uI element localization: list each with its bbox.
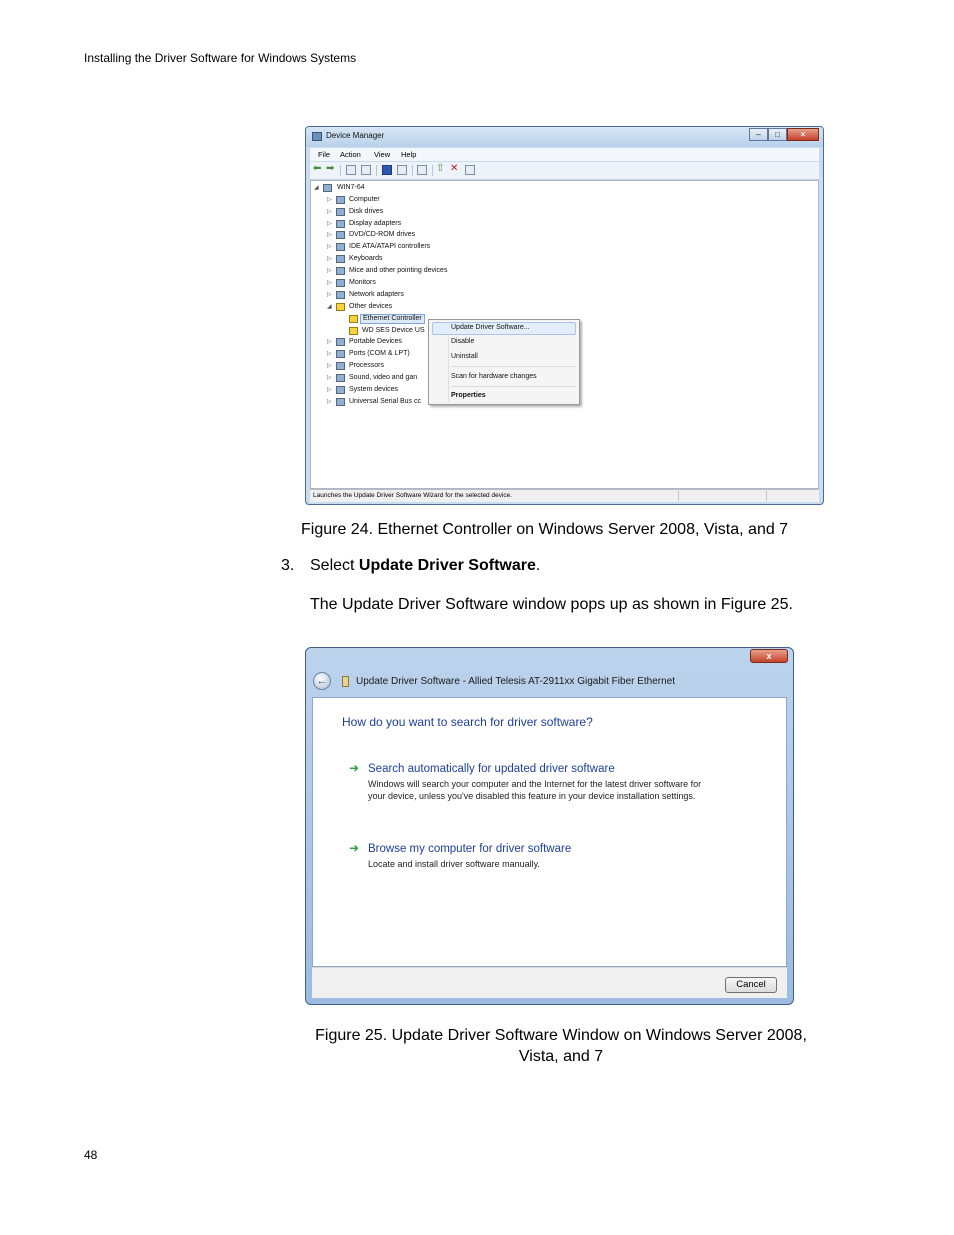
tree-item[interactable]: Network adapters: [349, 291, 404, 298]
step-bold-label: Update Driver Software: [358, 557, 536, 574]
search-automatically-description: Windows will search your computer and the Internet for the latest driver software for your device, unless you've disabled this feature in your device installation settings.: [368, 779, 702, 801]
context-scan-hardware[interactable]: Scan for hardware changes: [451, 373, 537, 380]
context-menu: [428, 319, 580, 405]
tree-item[interactable]: Keyboards: [349, 255, 383, 262]
toolbar-separator: [376, 165, 377, 176]
expand-arrow-icon[interactable]: ▷: [327, 209, 332, 215]
running-header: Installing the Driver Software for Windows Systems: [84, 51, 357, 65]
warning-device-icon: [349, 315, 358, 323]
ide-controller-icon: [336, 243, 345, 251]
status-divider: [678, 491, 679, 501]
step-suffix: .: [535, 557, 541, 574]
menu-action[interactable]: Action: [340, 150, 361, 159]
back-arrow-icon[interactable]: ⬅: [313, 163, 322, 174]
minimize-button[interactable]: –: [749, 128, 768, 141]
toolbar-separator: [432, 165, 433, 176]
tree-item[interactable]: Display adapters: [349, 220, 402, 227]
dvd-drive-icon: [336, 231, 345, 239]
expand-arrow-icon[interactable]: ▷: [327, 268, 332, 274]
portable-device-icon: [336, 338, 345, 346]
disk-drive-icon: [336, 208, 345, 216]
expand-arrow-icon[interactable]: ▷: [327, 244, 332, 250]
green-arrow-icon: ➜: [349, 761, 360, 775]
maximize-button[interactable]: □: [768, 128, 787, 141]
device-manager-window: [305, 126, 824, 505]
toolbar-separator: [412, 165, 413, 176]
green-arrow-icon: ➜: [349, 841, 360, 855]
figure25-caption-line2: Vista, and 7: [518, 1048, 604, 1065]
body-paragraph: The Update Driver Software window pops up as shown in Figure 25.: [310, 596, 793, 613]
step-text: [310, 557, 540, 575]
processor-icon: [336, 362, 345, 370]
search-automatically-option[interactable]: Search automatically for updated driver software: [368, 763, 615, 775]
expand-arrow-icon[interactable]: ▷: [327, 375, 332, 381]
status-divider: [766, 491, 767, 501]
mouse-icon: [336, 267, 345, 275]
properties-pane-icon[interactable]: [346, 165, 356, 175]
sound-icon: [336, 374, 345, 382]
other-devices-icon: [336, 303, 345, 311]
step-number: 3.: [281, 557, 295, 574]
tree-item[interactable]: DVD/CD-ROM drives: [349, 231, 416, 238]
tree-item[interactable]: Sound, video and gan: [349, 374, 418, 381]
expand-arrow-icon[interactable]: ▷: [327, 256, 332, 262]
wizard-content: [312, 697, 787, 967]
tree-item[interactable]: Computer: [349, 196, 380, 203]
tree-item[interactable]: Monitors: [349, 279, 376, 286]
tree-item[interactable]: Mice and other pointing devices: [349, 267, 448, 274]
expand-arrow-icon[interactable]: ▷: [327, 339, 332, 345]
tree-item[interactable]: Universal Serial Bus cc: [349, 398, 421, 405]
context-disable[interactable]: Disable: [451, 338, 475, 345]
network-adapter-icon: [336, 291, 345, 299]
cancel-button[interactable]: Cancel: [725, 977, 777, 993]
display-adapter-icon: [336, 220, 345, 228]
expand-arrow-icon[interactable]: ▷: [327, 232, 332, 238]
device-manager-icon: [312, 132, 322, 141]
system-device-icon: [336, 386, 345, 394]
menu-file[interactable]: File: [318, 150, 331, 159]
tree-item[interactable]: System devices: [349, 386, 399, 393]
collapse-arrow-icon[interactable]: ◢: [314, 185, 319, 191]
tree-item[interactable]: Processors: [349, 362, 385, 369]
tree-item[interactable]: Ports (COM & LPT): [349, 350, 410, 357]
wizard-question: How do you want to search for driver software?: [342, 715, 593, 729]
close-button[interactable]: ×: [787, 128, 819, 141]
tree-item[interactable]: WD SES Device US: [362, 327, 425, 334]
keyboard-icon: [336, 255, 345, 263]
update-driver-window: [305, 647, 794, 1005]
wizard-footer: [312, 967, 787, 998]
scan-hardware-icon[interactable]: [417, 165, 427, 175]
window-controls: [749, 128, 819, 141]
context-properties[interactable]: Properties: [451, 392, 486, 399]
menu-view[interactable]: View: [374, 150, 391, 159]
expand-arrow-icon[interactable]: ▷: [327, 292, 332, 298]
context-separator: [451, 386, 576, 387]
tree-item-selected[interactable]: Ethernet Controller: [360, 314, 425, 324]
uninstall-icon[interactable]: ✕: [450, 163, 459, 174]
page-number: 48: [84, 1148, 98, 1162]
menu-bar: [310, 148, 819, 161]
device-manager-titlebar: [306, 127, 823, 147]
warning-device-icon: [349, 327, 358, 335]
back-arrow-icon[interactable]: ←: [313, 672, 331, 690]
expand-arrow-icon[interactable]: ▷: [327, 351, 332, 357]
browse-computer-option[interactable]: Browse my computer for driver software: [368, 843, 572, 855]
expand-arrow-icon[interactable]: ▷: [327, 387, 332, 393]
toolbar: [310, 162, 819, 180]
context-uninstall[interactable]: Uninstall: [451, 353, 478, 360]
toolbar-separator: [340, 165, 341, 176]
driver-icon: [342, 676, 349, 687]
tree-item[interactable]: Portable Devices: [349, 338, 402, 345]
tree-item[interactable]: Disk drives: [349, 208, 384, 215]
menu-help[interactable]: Help: [401, 150, 417, 159]
port-icon: [336, 350, 345, 358]
tree-item[interactable]: Other devices: [349, 303, 393, 310]
close-button[interactable]: x: [750, 649, 788, 663]
expand-arrow-icon[interactable]: ▷: [327, 221, 332, 227]
view-icon[interactable]: [397, 165, 407, 175]
tree-item[interactable]: WIN7-64: [337, 184, 365, 191]
computer-icon: [336, 196, 345, 204]
context-update-driver[interactable]: Update Driver Software...: [451, 324, 530, 331]
show-hide-tree-icon[interactable]: [361, 165, 371, 175]
forward-arrow-icon[interactable]: ➡: [326, 163, 335, 174]
figure24-caption: Figure 24. Ethernet Controller on Windows Server 2008, Vista, and 7: [301, 521, 789, 538]
browse-computer-description: Locate and install driver software manually.: [368, 859, 540, 869]
update-driver-icon[interactable]: ⇧: [436, 163, 445, 174]
update-driver-title: Update Driver Software - Allied Telesis AT-2911xx Gigabit Fiber Ethernet: [356, 676, 676, 687]
step-prefix: Select: [310, 557, 359, 574]
monitor-icon: [336, 279, 345, 287]
context-separator: [451, 366, 576, 367]
expand-arrow-icon[interactable]: ▷: [327, 399, 332, 405]
enable-device-icon[interactable]: [465, 165, 475, 175]
device-manager-title: Device Manager: [326, 131, 385, 140]
figure25-caption-line1: Figure 25. Update Driver Software Window on Windows Server 2008,: [315, 1027, 807, 1044]
tree-item[interactable]: IDE ATA/ATAPI controllers: [349, 243, 431, 250]
computer-icon: [323, 184, 332, 192]
help-icon[interactable]: [382, 165, 392, 175]
status-text: Launches the Update Driver Software Wizard for the selected device.: [313, 492, 513, 499]
figure25-caption: [280, 1025, 842, 1067]
status-bar: [310, 489, 819, 502]
expand-arrow-icon[interactable]: ▷: [327, 280, 332, 286]
expand-arrow-icon[interactable]: ▷: [327, 363, 332, 369]
usb-icon: [336, 398, 345, 406]
expand-arrow-icon[interactable]: ▷: [327, 197, 332, 203]
collapse-arrow-icon[interactable]: ◢: [327, 304, 332, 310]
